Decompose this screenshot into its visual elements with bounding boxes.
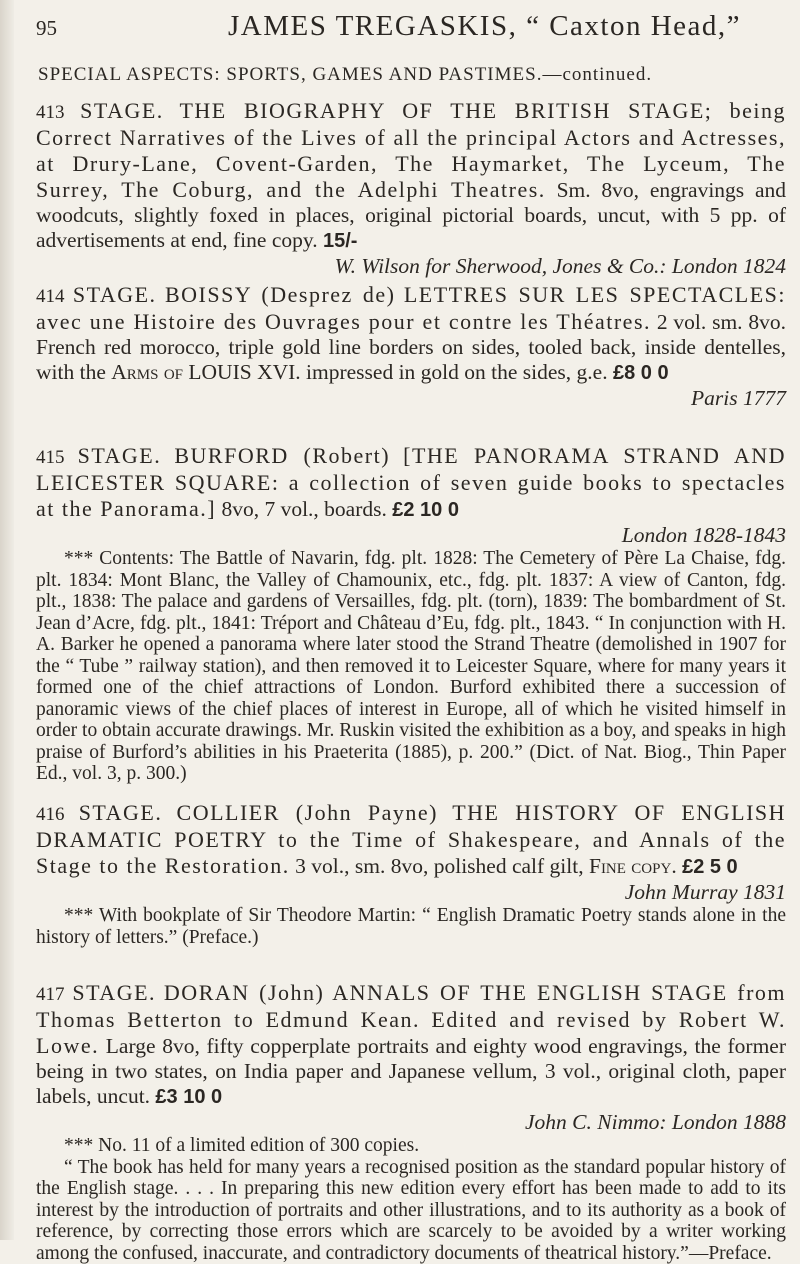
entry-imprint: Paris 1777 <box>36 386 786 411</box>
entry-imprint: John C. Nimmo: London 1888 <box>36 1110 786 1135</box>
entry-description: 2 vol. sm. 8vo. French red morocco, triple gold line borders on sides, tooled back, inside dentelles, with the <box>36 310 786 384</box>
catalogue-entry-417 <box>36 980 786 1264</box>
entry-note: *** No. 11 of a limited edition of 300 copies. <box>36 1135 786 1157</box>
entry-imprint: W. Wilson for Sherwood, Jones & Co.: London 1824 <box>36 254 786 279</box>
entry-note: *** With bookplate of Sir Theodore Martin: “ English Dramatic Poetry stands alone in the history of letters.” (Preface.) <box>36 905 786 948</box>
catalogue-entry-413 <box>36 98 786 279</box>
entry-subject: STAGE. <box>72 980 156 1005</box>
running-head-title: JAMES TREGASKIS, “ Caxton Head,” <box>228 10 741 43</box>
entry-price: £3 10 0 <box>155 1086 222 1108</box>
entry-imprint: London 1828-1843 <box>36 523 786 548</box>
entry-title: [THE PANORAMA STRAND AND LEICESTER SQUARE: a collection of seven guide books to spectacles at the Panorama.] <box>36 443 786 521</box>
entry-price: £2 10 0 <box>392 499 459 521</box>
entry-author: COLLIER (John Payne) <box>177 800 438 825</box>
catalogue-entry-416 <box>36 800 786 948</box>
entry-price: 15/- <box>323 230 357 252</box>
page-number: 95 <box>36 16 57 41</box>
entry-subject: STAGE. <box>80 98 164 123</box>
entry-arms: Arms of LOUIS XVI. <box>111 360 300 384</box>
running-head <box>36 6 786 52</box>
lot-number: 417 <box>36 984 65 1005</box>
entry-title: LETTRES SUR LES SPECTACLES: avec une Histoire des Ouvrages pour et contre les Théatres. <box>36 282 786 334</box>
catalogue-entry-414 <box>36 282 786 411</box>
entry-description: 8vo, 7 vol., boards. <box>221 497 386 521</box>
entry-subject: STAGE. <box>79 800 163 825</box>
entry-description: Sm. 8vo, engravings and woodcuts, slightly foxed in places, original pictorial boards, uncut, with 5 pp. of advertisements at end, fine copy. <box>36 178 786 252</box>
entry-description: Large 8vo, fifty copperplate portraits and eighty wood engravings, the former being in two states, on India paper and Japanese vellum, 3 vol., original cloth, paper labels, uncut. <box>36 1034 786 1108</box>
lot-number: 414 <box>36 286 65 307</box>
entry-subject: STAGE. <box>73 282 157 307</box>
entry-imprint: John Murray 1831 <box>36 880 786 905</box>
entry-description: 3 vol., sm. 8vo, polished calf gilt, <box>295 854 583 878</box>
entry-title: THE BIOGRAPHY OF THE BRITISH STAGE; being Correct Narratives of the Lives of all the principal Actors and Actresses, at Drury-Lane, Covent-Garden, The Haymarket, The Lyceum, The Surrey, The Coburg, and the Adelphi Theatres. <box>36 98 786 202</box>
entry-description-cont: impressed in gold on the sides, g.e. <box>306 360 608 384</box>
catalogue-entry-415 <box>36 443 786 785</box>
entry-title: THE HISTORY OF ENGLISH DRAMATIC POETRY to the Time of Shakespeare, and Annals of the Stage to the Restoration. <box>36 800 786 878</box>
entry-author: BOISSY (Desprez de) <box>165 282 395 307</box>
entry-note: *** Contents: The Battle of Navarin, fdg. plt. 1828: The Cemetery of Père La Chaise, fdg. plt. 1834: Mont Blanc, the Valley of Chamounix, etc., fdg. plt. 1837: A view of Canton, fdg. plt., 1838: The palace and gardens of Versailles, fdg. plt. (torn), 1839: The bombardment of St. Jean d’Acre, fdg. plt., 1841: Tréport and Château d’Eu, fdg. plt., 1843. “ In conjunction with H. A. Barker he opened a panorama where later stood the Strand Theatre (demolished in 1907 for the “ Tube ” railway station), and then removed it to Leicester Square, where for many years it formed one of the chief attractions of London. Burford exhibited there a succession of panoramic views of the chief places of interest in Europe, all of which he visited himself in order to obtain accurate drawings. Mr. Ruskin visited the exhibition as a boy, and speaks in high praise of Burford’s abilities in his Praeterita (1885), p. 200.” (Dict. of Nat. Biog., Thin Paper Ed., vol. 3, p. 300.) <box>36 548 786 785</box>
entry-title: ANNALS OF THE ENGLISH STAGE from Thomas Betterton to Edmund Kean. Edited and revised by Robert W. Lowe. <box>36 980 786 1058</box>
entry-quote: “ The book has held for many years a recognised position as the standard popular history of the English stage. . . . In preparing this new edition every effort has been made to add to its interest by the introduction of portraits and other illustrations, and to its authority as a book of reference, by correcting those errors which are scarcely to be avoided by a writer working among the confused, inaccurate, and contradictory documents of theatrical history.”—Preface. <box>36 1157 786 1264</box>
entry-author: BURFORD (Robert) <box>174 443 390 468</box>
lot-number: 415 <box>36 447 65 468</box>
lot-number: 416 <box>36 804 65 825</box>
entry-subject: STAGE. <box>78 443 162 468</box>
entry-condition: Fine copy. <box>589 854 677 878</box>
entry-price: £2 5 0 <box>682 856 738 878</box>
page-gutter <box>0 0 14 1240</box>
entry-price: £8 0 0 <box>613 362 669 384</box>
entry-author: DORAN (John) <box>164 980 324 1005</box>
section-heading: SPECIAL ASPECTS: SPORTS, GAMES AND PASTIMES.—continued. <box>38 64 652 86</box>
lot-number: 413 <box>36 102 65 123</box>
